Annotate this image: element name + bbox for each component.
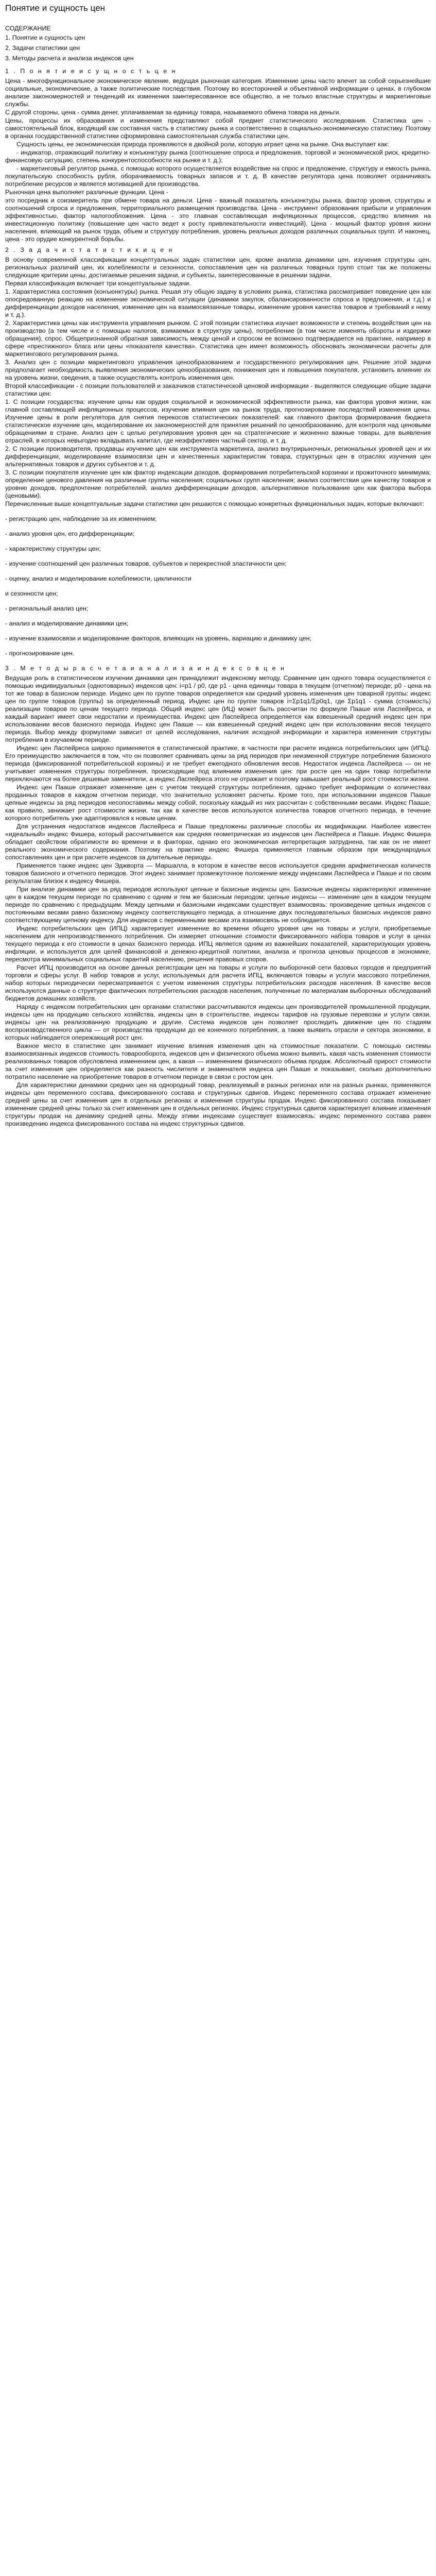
table-of-contents — [5, 25, 431, 62]
list-item: - региональный анализ цен; — [5, 605, 89, 612]
paragraph: - маркетинговый регулятор рынка, с помощью которого осуществляется воздействие на спрос и предложение, структуру и емкость рынка, покупательскую способность рубля, оборачиваемость товарных запасов и т. д. В качестве регулятора цена позволяет ограничивать потребление ресурсов и является мотивацией для производства. — [5, 165, 431, 188]
paragraph: 1. С позиции государства: изучение цены как орудия социальной и экономической эффективности рынка, как фактора уровня жизни, как главной составляющей инфляционных процессов, изучение влияния цен на рынок труда, прогнозирование последствий изменения цены. Изучение цены в роли регулятора для снятия перекосов статистических показателей: как главного фактора формирования бюджета статистическое изучение цен, моделирование их закономерностей для принятия решений по ценообразованию, для контроля над ценовыми обращениями в стране. Анализ цен с целью регулирования уровня цен на стратегические и жизненно важные товары, для выявления отраслей, в которых невыгодно вкладывать капитал, где неэффективен частный сектор, и т. д. — [5, 398, 431, 444]
paragraph: Рыночная цена выполняет различные функции. Цена - — [5, 189, 168, 196]
paragraph: Для устранения недостатков индексов Ласпейреса и Пааше предложены различные способы их модификации. Наиболее известен «идеальный» индекс Фишера, который рассчитывается как средняя геометрическая из индексов цен Ласпейреса и Пааше. Индекс Фишера обладает свойством обратимости во времени и в факторах, однако его экономическая интерпретация затруднена, так как он не имеет реального экономического содержания. Поэтому на практике индекс Фишера применяется главным образом при международных сопоставлениях цен и при расчете индексов за длительные периоды. — [5, 823, 431, 861]
paragraph: это посредник и соизмеритель при обмене товара на деньги. Цена - важный показатель конъюнктуры рынка, фактор уровня, структуры и соотношений спроса и предложения, территориального размещения производства. Цена - инструмент образования прибыли и управления эффективностью, фактор налогообложения. Цена - это главная составляющая инфляционных процессов, средство влияния на инвестиционную политику (повышение цен часто ведет к росту привлекательности инвестиций). Цена - мощный фактор уровня жизни населения, влияющий на рынок труда, объем и структуру потребления, уровень реальных доходов различных социальных групп. И наконец, цена - это орудие конкурентной борьбы. — [5, 197, 431, 243]
section-concept — [5, 67, 431, 243]
paragraph: Ведущая роль в статистическом изучении динамики цен принадлежит индексному методу. Сравнение цен одного товара осуществляется с помощью индивидуальных (однотоварных) индексов цен: i=p1 / p0, где p1 - цена единицы товара в текущем (отчетном) периоде; p0 - цена на тот же товар в базисном периоде. Индекс цен по группе товаров определяется как средний уровень изменения цен товарной группы: индекс цен по группе товаров (группы) за определенный период. Индекс цен по группе товаров i=Σp1q1/Σp0q1, где Σp1q1 - сумма (стоимость) реализации товаров по ценам текущего периода. Общий индекс цен (ИЦ) может быть рассчитан по формуле Пааше или Ласпейреса, и каждый вариант имеет свои недостатки и преимущества. Индекс цен Ласпейреса определяется как взвешенный средний индекс цен при использовании весов базисного периода. Индекс цен Пааше — как взвешенный средний индекс цен при использовании весов текущего периода. Выбор между формулами зависит от целей исследования, наличия исходной информации и характера изменения структуры потребления в изучаемом периоде. — [5, 674, 431, 743]
paragraph: Индекс цен Ласпейреса широко применяется в статистической практике, в частности при расчете индекса потребительских цен (ИПЦ). Его преимущество заключается в том, что он позволяет сравнивать цены за ряд периодов при неизменной структуре потребления базисного периода (фиксированной потребительской корзины) и не требует ежегодного обновления весов. Недостаток индекса Ласпейреса — он не учитывает изменения структуры потребления, происходящие под влиянием изменения цен: при росте цен на один товар потребители переключаются на более дешевые заменители, а индекс Ласпейреса этого не отражает и поэтому завышает реальный рост стоимости жизни. — [5, 744, 431, 783]
section-heading: 3 . М е т о д ы р а с ч е т а и а н а л и з а и н д е к с о в ц е н — [5, 665, 286, 672]
section-heading: 1 . П о н я т и е и с у щ н о с т ь ц е н — [5, 67, 177, 75]
toc-item[interactable]: 3. Методы расчета и анализа индексов цен — [5, 55, 134, 62]
paragraph: 3. Анализ цен с позиции маркетингового управления ценообразованием и государственного регулирования цен. Решение этой задачи предполагает необходимость выявления экономических ценообразования, понижения цен и повышения покупателя, установить влияние их на уровень жизни, сведения, а также осуществлять контроль изменения цен. — [5, 359, 431, 381]
paragraph: Применяется также индекс цен Эджворта — Маршалла, в котором в качестве весов используется средняя арифметическая количеств товаров базисного и отчетного периодов. Этот индекс занимает промежуточное положение между индексами Ласпейреса и Пааше и по своим результатам близок к индексу Фишера. — [5, 862, 431, 885]
list-item: - изучение взаимосвязи и моделирование факторов, влияющих на уровень, вариацию и динамику цен; — [5, 635, 311, 642]
list-item: - прогнозирование цен. — [5, 650, 75, 657]
page-title: Понятие и сущность цен — [5, 3, 106, 13]
paragraph: Наряду с индексом потребительских цен органами статистики рассчитываются индексы цен производителей промышленной продукции, индексы цен на продукцию сельского хозяйства, индексы цен в строительстве, индексы тарифов на грузовые перевозки и услуги связи, индексы цен на реализованную продукцию и другие. Система индексов цен позволяет проследить движение цен по стадиям воспроизводственного цикла — от производства продукции до ее конечного потребления, а также выявить отрасли и сектора экономики, в которых наблюдается опережающий рост цен. — [5, 1003, 431, 1041]
document-page — [0, 0, 436, 1134]
list-item: - изучение соотношений цен различных товаров, субъектов и перекрестной эластичности цен; — [5, 560, 287, 567]
paragraph: Цена - многофункциональное экономическое явление, ведущая рыночная категория. Изменение цены часто влечет за собой серьезнейшие социальные, экономические, а также политические последствия. Поэтому во всесторонней и объективной информации о ценах, в глубоком анализе закономерностей и тенденций их изменения заинтересованное все общество, а не только властные структуры и маркетинговые службы. — [5, 77, 431, 108]
paragraph: Расчет ИПЦ производится на основе данных регистрации цен на товары и услуги по выборочной сети базовых городов и предприятий торговли и сферы услуг. В набор товаров и услуг, используемых для расчета ИПЦ, включаются товары и услуги массового потребления, набор которых периодически пересматривается с учетом изменения структуры потребительских расходов населения. В качестве весов используются данные о структуре фактических потребительских расходов населения, полученные по материалам выборочных обследований бюджетов домашних хозяйств. — [5, 964, 431, 1002]
list-item: - характеристику структуры цен; — [5, 545, 101, 552]
paragraph: С другой стороны, цена - сумма денег, уплачиваемая за единицу товара, называемого обмена товара на деньги. — [5, 109, 341, 116]
paragraph: Второй классификации - с позиции пользователей и заказчиков статистической ценовой информации - выделяются следующие общие задачи статистики цен: — [5, 382, 431, 397]
paragraph: Сущность цены, ее экономическая природа проявляются в двойной роли, которую играет цена на рынке. Она выступает как: — [16, 141, 389, 148]
paragraph: При анализе динамики цен за ряд периодов используют цепные и базисные индексы цен. Базисные индексы характеризуют изменение цен в каждом текущем периоде по сравнению с одним и тем же базисным периодом; цепные индексы — изменение цен в каждом текущем периоде по сравнению с предыдущим. Между цепными и базисными индексами существует взаимосвязь: произведение цепных индексов с постоянными весами равно базисному индексу соответствующего периода, а отношение двух последовательных базисных индексов равно соответствующему цепному индексу. Для индексов с переменными весами эта взаимосвязь не соблюдается. — [5, 886, 431, 924]
section-heading: 2 . З а д а ч и с т а т и с т и к и ц е н — [5, 246, 174, 253]
paragraph: 3. С позиции покупателя изучение цен как фактор индексации доходов, формирования потребительской корзинки и прожиточного минимума; определение ценового давления на различные группы населения; социальных групп населения; анализ соответствия цен качеству товаров и уровню доходов, предпочтение потребителей, анализ дифференциации доходов, альтернативное пользование цен как фактора выбора (ценовыми). — [5, 469, 431, 499]
paragraph: Для характеристики динамики средних цен на однородный товар, реализуемый в разных регионах или на разных рынках, применяются индексы цен переменного состава, фиксированного состава и структурных сдвигов. Индекс переменного состава отражает изменение средней цены за счет изменения цен в отдельных регионах и изменения структуры продаж. Индекс фиксированного состава показывает изменение средней цены только за счет изменения цен в отдельных регионах. Индекс структурных сдвигов характеризует влияние изменения структуры продаж на динамику средней цены. Между этими индексами существует взаимосвязь: индекс переменного состава равен произведению индекса фиксированного состава на индекс структурных сдвигов. — [5, 1081, 431, 1127]
paragraph: Цены, процессы их образования и изменения представляют собой предмет статистического исследования. Статистика цен - самостоятельный блок, входящий как составная часть в статистику рынка и соответственно в социально-экономическую статистику. Поэтому в органах государственной статистики сформирована самостоятельная служба статистики цен. — [5, 117, 431, 140]
paragraph: 2. С позиции производителя, продавцы изучение цен как инструмента маркетинга, анализ внутрирыночных, региональных уровней цен и их дифференциации, моделирование взаимосвязи цен и качественных характеристик товара, структурных цен в отраслях изучения цен альтернативных товаров и других субъектов и т. д. — [5, 445, 431, 468]
list-item: - анализ уровня цен, его дифференциации; — [5, 530, 135, 537]
paragraph: Первая классификация включает три концептуальные задачи. — [5, 280, 191, 287]
paragraph: 1. Характеристика состояния (конъюнктуры) рынка. Решая эту общую задачу в условиях рынка, статистика рассматривает поведение цен как опосредованную реакцию на изменение экономической ситуации (динамики закупок, сбалансированности спроса и предложения, и т.д.) и дифференциации доходов населения, изменение цен на взаимосвязанные товары, изменение уровня качества товаров и требований к нему и т. д.). — [5, 288, 431, 318]
section-tasks — [5, 246, 431, 657]
paragraph: Индекс потребительских цен (ИПЦ) характеризует изменение во времени общего уровня цен на товары и услуги, приобретаемые населением для непроизводственного потребления. Он измеряет отношение стоимости фиксированного набора товаров и услуг в ценах текущего периода к его стоимости в ценах базисного периода. ИПЦ является одним из важнейших показателей, характеризующих уровень инфляции, и используется для целей финансовой и денежно-кредитной политики, анализа и прогноза ценовых процессов в экономике, пересмотра минимальных социальных гарантий населению, решения правовых споров. — [5, 925, 431, 963]
paragraph: Перечисленные выше концептуальные задачи статистики цен решаются с помощью конкретных функциональных задач, которые включают: — [5, 500, 425, 507]
toc-item[interactable]: 2. Задачи статистики цен — [5, 44, 80, 52]
list-item: - регистрацию цен, наблюдение за их изменением; — [5, 515, 157, 522]
paragraph: 2. Характеристика цены как инструмента управления рынком. С этой позиции статистика изучает возможности и степень воздействия цен на производство (а тем числе и с помощью налогов, взимаемых в структуру цены), потребление (в том числе изменять обороты и издержки обращения), спрос. Общепризнанной обратная зависимость между ценой и спросом ее возможно подтверждается на практике, например в сфере «престижного» блага или цены «показателя качества». Статистика цен имеет возможность обосновать экономически расчеты для маркетингового регулирования рынка. — [5, 319, 431, 358]
section-methods — [5, 665, 431, 1128]
paragraph: В основу современной классификации концептуальных задач статистики цен, кроме анализа динамики цен, изучения структуры цен, региональных различий цен, их колеблемости и сезонности, сопоставления цен на различных товарных групп стоит так же положены следующие критерии цены, достигаемые решения задачи, и субъекты, заинтересованные в решении задачи. — [5, 256, 431, 279]
list-item: - оценку, анализ и моделирование колеблемости, цикличности — [5, 575, 191, 582]
list-item: - анализ и моделирование динамики цен; — [5, 620, 129, 627]
toc-list — [5, 34, 431, 62]
toc-item[interactable]: 1. Понятие и сущность цен — [5, 34, 85, 41]
paragraph: Индекс цен Пааше отражает изменение цен с учетом текущей структуры потребления, однако требует информации о количествах проданных товаров в каждом отчетном периоде, что значительно усложняет расчеты. Кроме того, при использовании индексов Пааше цепные индексы за ряд периодов несопоставимы между собой, поскольку каждый из них рассчитан с собственными весами. Индекс Пааше, как правило, занижает рост стоимости жизни, так как в качестве весов используются количества товаров отчетного периода, в течение которого потребитель уже адаптировался к новым ценам. — [5, 784, 431, 822]
paragraph: - индикатор, отражающий политику и конъюнктуру рынка (соотношение спроса и предложения, торговой и экономической риск, кредитно-финансовую ситуацию, степень конкурентоспособности на рынке и т. д.); — [5, 149, 431, 164]
toc-heading: СОДЕРЖАНИЕ — [5, 25, 51, 32]
paragraph: Важное место в статистике цен занимает изучение влияния изменения цен на стоимостные показатели. С помощью системы взаимосвязанных индексов стоимость товарооборота, индексов цен и физического объема можно выявить, какая часть изменения стоимости реализованных товаров обусловлена изменением цен, а какая — изменением физического объема продаж. Абсолютный прирост стоимости за счет изменения цен определяется как разность числителя и знаменателя индекса цен Пааше и показывает, сколько дополнительно потратило население на приобретение товаров в отчетном периоде в связи с ростом цен. — [5, 1042, 431, 1080]
list-item: и сезонности цен; — [5, 590, 58, 597]
